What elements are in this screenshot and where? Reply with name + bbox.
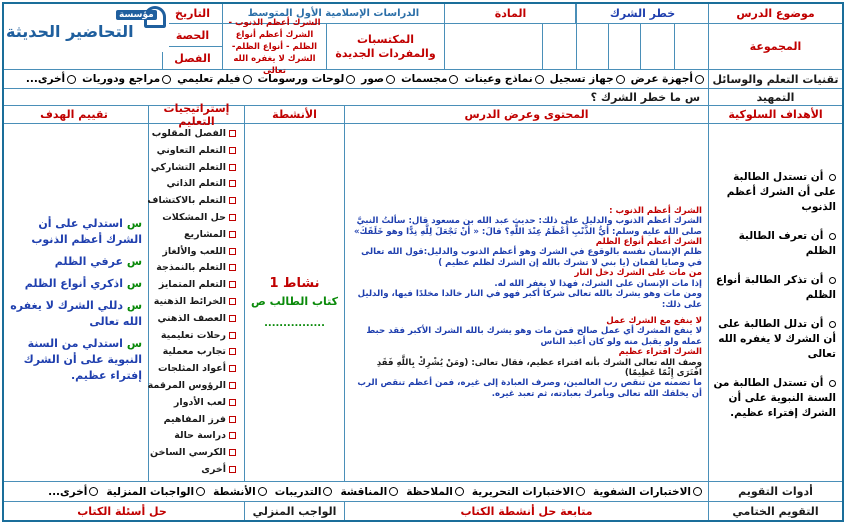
checkbox-icon[interactable] (229, 298, 236, 305)
assessment-options (0, 482, 708, 501)
checkbox-icon[interactable] (229, 348, 236, 355)
radio-circle-icon[interactable] (449, 75, 458, 84)
radio-circle-icon[interactable] (616, 75, 625, 84)
checkbox-icon[interactable] (229, 231, 236, 238)
content-para-7: ما تضمنه من تنقص رب العالمين، وصرف العبادة إلى غيره، فمن أعظم تنقص الرب أن يخلقك الله تعالى ويأمرك بعبادته، ثم تعبد غيره. (357, 378, 702, 399)
content-heading-3: من مات على الشرك دخل النار (574, 268, 702, 279)
group-cell-1 (674, 24, 708, 69)
radio-circle-icon[interactable] (258, 487, 267, 496)
strategy-label: أعواد المثلجات (157, 363, 226, 375)
homework-label: الواجب المنزلي (244, 502, 344, 520)
tools-option[interactable] (82, 73, 171, 85)
tools-option[interactable] (177, 73, 251, 85)
tools-option-label: صور (361, 73, 385, 85)
strategy-label: أخرى (201, 463, 226, 475)
lesson-plan-sheet (2, 2, 844, 522)
assessment-option-label: الواجبات المنزلية (106, 485, 195, 498)
strategy-item[interactable] (149, 378, 236, 395)
assessment-option-label: أخرى... (48, 485, 88, 498)
footer-row (4, 502, 842, 520)
evaluation-item (0, 216, 148, 248)
tools-option-label: أجهزة عرض (630, 73, 693, 85)
strategy-item[interactable] (149, 462, 236, 479)
strategy-item[interactable] (149, 126, 236, 143)
period-class-cell (162, 24, 222, 69)
goal-text: أن تستدل الطالبة من السنة النبوية على أن الشرك إفتراء عظيم. (713, 377, 836, 419)
checkbox-icon[interactable] (229, 180, 236, 187)
tools-label: تقنيات التعلم والوسائل (708, 70, 842, 88)
strategy-label: فرز المفاهيم (163, 413, 226, 425)
skills-label: المكتسبات والمفردات الجديدة (326, 24, 444, 69)
logo-main-text: التحاضير الحديثة (6, 22, 134, 41)
strategy-item[interactable] (149, 193, 236, 210)
strategy-item[interactable] (149, 277, 236, 294)
assessment-option-label: الأنشطة (213, 485, 256, 498)
evaluation-item (0, 336, 148, 384)
checkbox-icon[interactable] (229, 449, 236, 456)
radio-circle-icon[interactable] (243, 75, 252, 84)
topic-label: موضوع الدرس (708, 4, 842, 23)
checkbox-icon[interactable] (229, 399, 236, 406)
activity-title: نشاط 1 (269, 276, 320, 291)
strategy-label: الخرائط الذهنية (153, 295, 226, 307)
evaluation-item (0, 276, 148, 292)
strategy-item[interactable] (149, 244, 236, 261)
main-body-row (4, 124, 842, 482)
strategy-label: التعلم التشاركي (150, 161, 226, 173)
strategy-item[interactable] (149, 328, 236, 345)
strategy-label: اللعب والألغاز (162, 245, 226, 257)
date-label: التاريخ (162, 4, 222, 23)
checkbox-icon[interactable] (229, 197, 236, 204)
content-heading-1: الشرك أعظم الذنوب : (609, 205, 702, 216)
strategies-header: إستراتيجيات التعليم (148, 106, 244, 123)
bullet-circle-icon (829, 380, 836, 387)
goal-text: أن تدلل الطالبة على أن الشرك لا يغفره الله تعالى (718, 318, 836, 360)
activity-book: كتاب الطالب ص (250, 295, 339, 308)
radio-circle-icon[interactable] (162, 75, 171, 84)
strategy-item[interactable] (149, 361, 236, 378)
strategy-item[interactable] (149, 143, 236, 160)
content-para-3: إذا مات الإنسان على الشرك، فهذا لا يغفر الله له. (494, 278, 702, 289)
strategy-label: لعب الأدوار (173, 396, 226, 408)
strategy-item[interactable] (149, 260, 236, 277)
strategy-item[interactable] (149, 294, 236, 311)
evaluation-text: عرفي الظلم (54, 254, 123, 268)
strategy-item[interactable] (149, 227, 236, 244)
strategy-item[interactable] (149, 344, 236, 361)
evaluation-column (0, 124, 148, 481)
tools-option[interactable] (631, 73, 704, 85)
strategy-label: حل المشكلات (162, 211, 226, 223)
checkbox-icon[interactable] (229, 281, 236, 288)
checkbox-icon[interactable] (229, 147, 236, 154)
radio-circle-icon[interactable] (386, 75, 395, 84)
tools-option-label: أخرى... (25, 73, 66, 85)
strategy-label: العصف الذهني (157, 312, 226, 324)
evaluation-item (0, 254, 148, 270)
goals-header: الأهداف السلوكية (708, 106, 842, 123)
topic-value: خطر الشرك (576, 4, 708, 23)
tools-option-label: نماذج وعينات (464, 73, 533, 85)
group-cell-6 (444, 24, 542, 69)
content-heading-4: لا ينفع مع الشرك عمل (606, 315, 702, 326)
tools-option[interactable] (26, 73, 76, 85)
tools-option-label: مراجع ودوريات (82, 73, 161, 85)
checkbox-icon[interactable] (229, 214, 236, 221)
intro-question: س ما خطر الشرك ؟ (590, 90, 700, 104)
tools-option[interactable] (258, 73, 356, 85)
subject-value: الدراسات الإسلامية الأول المتوسط (222, 4, 444, 23)
goal-item (709, 376, 842, 421)
tools-row (4, 70, 842, 89)
logo (4, 4, 169, 52)
radio-circle-icon[interactable] (695, 75, 704, 84)
goal-text: أن تعرف الطالبة الظلم (738, 230, 836, 257)
group-cell-3 (608, 24, 640, 69)
class-label: الفصل (174, 51, 211, 65)
goal-item (709, 170, 842, 215)
goal-text: أن تذكر الطالبة أنواع الظلم (715, 274, 836, 301)
period-label: الحصة (163, 24, 222, 47)
goal-item (709, 273, 842, 303)
strategy-item[interactable] (149, 210, 236, 227)
bullet-circle-icon (829, 174, 836, 181)
evaluation-header: تقييم الهدف (40, 108, 108, 121)
strategy-label: دراسة حالة (174, 430, 226, 442)
strategy-item[interactable] (149, 176, 236, 193)
assessment-option[interactable] (472, 486, 585, 498)
assessment-option[interactable] (275, 486, 333, 498)
final-eval-label: التقويم الختامي (708, 502, 842, 520)
strategy-label: التعلم المتمايز (158, 279, 226, 291)
skills-value: الشرك أعظم الذنوب - الشرك أعظم أنواع الظلم - أنواع الظلم- الشرك لا يغفره الله تعالى (222, 24, 326, 69)
checkbox-icon[interactable] (229, 164, 236, 171)
evaluation-text: اذكري أنواع الظلم (24, 276, 123, 290)
tools-options (0, 70, 708, 88)
content-header: المحتوى وعرض الدرس (344, 106, 708, 123)
tools-option[interactable] (464, 73, 543, 85)
goals-column (708, 124, 842, 481)
solve-questions: حل أسئلة الكتاب (77, 504, 167, 518)
radio-circle-icon[interactable] (196, 487, 205, 496)
tools-option-label: لوحات ورسومات (257, 73, 345, 85)
content-para-1: الشرك أعظم الذنوب والدليل على ذلك: حديث عبد الله بن مسعود قال: سألتُ النبيَّ صلى الله عليه وسلم: أيُّ الذَّنْبِ أَعْظَمُ عِنْدَ اللَّهِ؟ قالَ: « أَنْ تَجْعَلَ لِلَّهِ نِدًّا وهو خَلَقَكَ» (353, 216, 702, 237)
strategy-label: المشاريع (184, 228, 226, 240)
tools-option[interactable] (550, 73, 625, 85)
evaluation-text: استدلي على أن الشرك أعظم الذنوب (31, 216, 142, 246)
assessment-option[interactable] (48, 486, 98, 498)
assessment-option-label: التدريبات (274, 485, 322, 498)
assessment-option[interactable] (213, 486, 267, 498)
content-para-2: ظلم الإنسان نفسه بالوقوع في الشرك وهو أعظم الذنوب والدليل:قول الله تعالى في وصايا لقمان (يا بني لا تشرك بالله إن الشرك لظلم عظيم ) (361, 247, 702, 268)
group-cell-4 (576, 24, 608, 69)
strategy-label: تجارب معملية (162, 346, 226, 358)
strategy-item[interactable] (149, 445, 236, 462)
strategy-label: الرؤوس المرقمة (147, 379, 226, 391)
radio-circle-icon[interactable] (535, 75, 544, 84)
assessment-option-label: الاختبارات التحريرية (471, 485, 574, 498)
tools-option[interactable] (401, 73, 458, 85)
strategy-label: التعلم التعاوني (156, 144, 226, 156)
strategy-label: التعلم بالنمذجة (156, 262, 226, 274)
evaluation-prefix: س (126, 336, 142, 350)
checkbox-icon[interactable] (229, 315, 236, 322)
columns-header-row (4, 101, 842, 128)
checkbox-icon[interactable] (229, 382, 236, 389)
goal-item (709, 229, 842, 259)
evaluation-prefix: س (126, 298, 142, 312)
intro-label: التمهيد (708, 89, 842, 105)
assessment-option[interactable] (593, 486, 702, 498)
strategy-label: رحلات تعليمية (160, 329, 226, 341)
assessment-option-label: الملاحظة (406, 485, 453, 498)
evaluation-prefix: س (126, 216, 142, 230)
activities-column (244, 124, 344, 481)
intro-row (4, 89, 842, 106)
tools-option-label: جهاز تسجيل (549, 73, 614, 85)
logo-top-text: مؤسسة (116, 10, 157, 20)
content-para-6: وصف الله تعالى الشرك بأنه افتراء عظيم، فقال تعالى: (ومَنْ يُشْرِكْ بِاللَّهِ فَقَدِ افْتَرَى إِثْمًا عَظِيمًا) (376, 357, 702, 378)
activities-header: الأنشطة (244, 106, 344, 123)
group-label: المجموعة (708, 24, 842, 69)
checkbox-icon[interactable] (229, 466, 236, 473)
content-para-5: لا ينفع المشرك أي عمل صالح فمن مات وهو يشرك بالله الشرك الأكبر فقد حبط عمله ولو يقبل منه ولو كان أعبد الناس (366, 326, 702, 347)
radio-circle-icon[interactable] (67, 75, 76, 84)
checkbox-icon[interactable] (229, 432, 236, 439)
strategy-item[interactable] (149, 428, 236, 445)
strategy-item[interactable] (149, 412, 236, 429)
assessment-option-label: الاختبارات الشفوية (592, 485, 691, 498)
strategy-label: الكرسي الساخن (150, 447, 226, 459)
radio-circle-icon[interactable] (89, 487, 98, 496)
radio-circle-icon[interactable] (323, 487, 332, 496)
content-heading-2: الشرك أعظم أنواع الظلم (595, 237, 702, 248)
checkbox-icon[interactable] (229, 264, 236, 271)
evaluation-prefix: س (126, 254, 142, 268)
goal-item (709, 317, 842, 362)
assessment-label: أدوات التقويم (708, 482, 842, 501)
bullet-circle-icon (829, 277, 836, 284)
radio-circle-icon[interactable] (693, 487, 702, 496)
activity-dots: ................ (264, 318, 325, 329)
radio-circle-icon[interactable] (389, 487, 398, 496)
subject-label: المادة (444, 4, 576, 23)
follow-activities: متابعة حل أنشطة الكتاب (344, 502, 708, 520)
strategy-item[interactable] (149, 160, 236, 177)
goal-text: أن تستدل الطالبة على أن الشرك أعظم الذنوب (726, 171, 836, 213)
strategies-column (148, 124, 244, 481)
checkbox-icon[interactable] (229, 416, 236, 423)
content-para-4: ومن مات وهو يشرك بالله تعالى شركا أكبر فهو في النار خالدا مخلدًا فيها، والدليل على ذلك: (357, 289, 702, 310)
evaluation-prefix: س (126, 276, 142, 290)
evaluation-text: دللي الشرك لا يغفره الله تعالى (10, 298, 142, 328)
group-cell-2 (640, 24, 674, 69)
tools-option[interactable] (361, 73, 395, 85)
tools-option-label: مجسمات (401, 73, 448, 85)
group-cell-5 (542, 24, 576, 69)
radio-circle-icon[interactable] (346, 75, 355, 84)
radio-circle-icon[interactable] (576, 487, 585, 496)
assessment-option[interactable] (406, 486, 464, 498)
evaluation-item (0, 298, 148, 330)
strategy-item[interactable] (149, 311, 236, 328)
checkbox-icon[interactable] (229, 332, 236, 339)
content-heading-5: الشرك افتراء عظيم (618, 347, 702, 358)
assessment-option[interactable] (106, 486, 205, 498)
evaluation-text: استدلي من السنة النبوية على أن الشرك إفتراء عظيم. (23, 336, 142, 382)
assessment-row (4, 482, 842, 502)
assessment-option[interactable] (340, 486, 398, 498)
assessment-option-label: المناقشة (340, 485, 388, 498)
radio-circle-icon[interactable] (455, 487, 464, 496)
strategy-label: التعلم الذاتي (166, 178, 226, 190)
checkbox-icon[interactable] (229, 248, 236, 255)
strategy-label: الفصل المقلوب (151, 128, 226, 139)
bullet-circle-icon (829, 321, 836, 328)
bullet-circle-icon (829, 233, 836, 240)
content-column (344, 124, 708, 481)
tools-option-label: فيلم تعليمي (177, 73, 241, 85)
checkbox-icon[interactable] (229, 130, 236, 137)
checkbox-icon[interactable] (229, 365, 236, 372)
strategy-item[interactable] (149, 395, 236, 412)
strategy-label: التعلم بالاكتشاف (147, 195, 226, 207)
